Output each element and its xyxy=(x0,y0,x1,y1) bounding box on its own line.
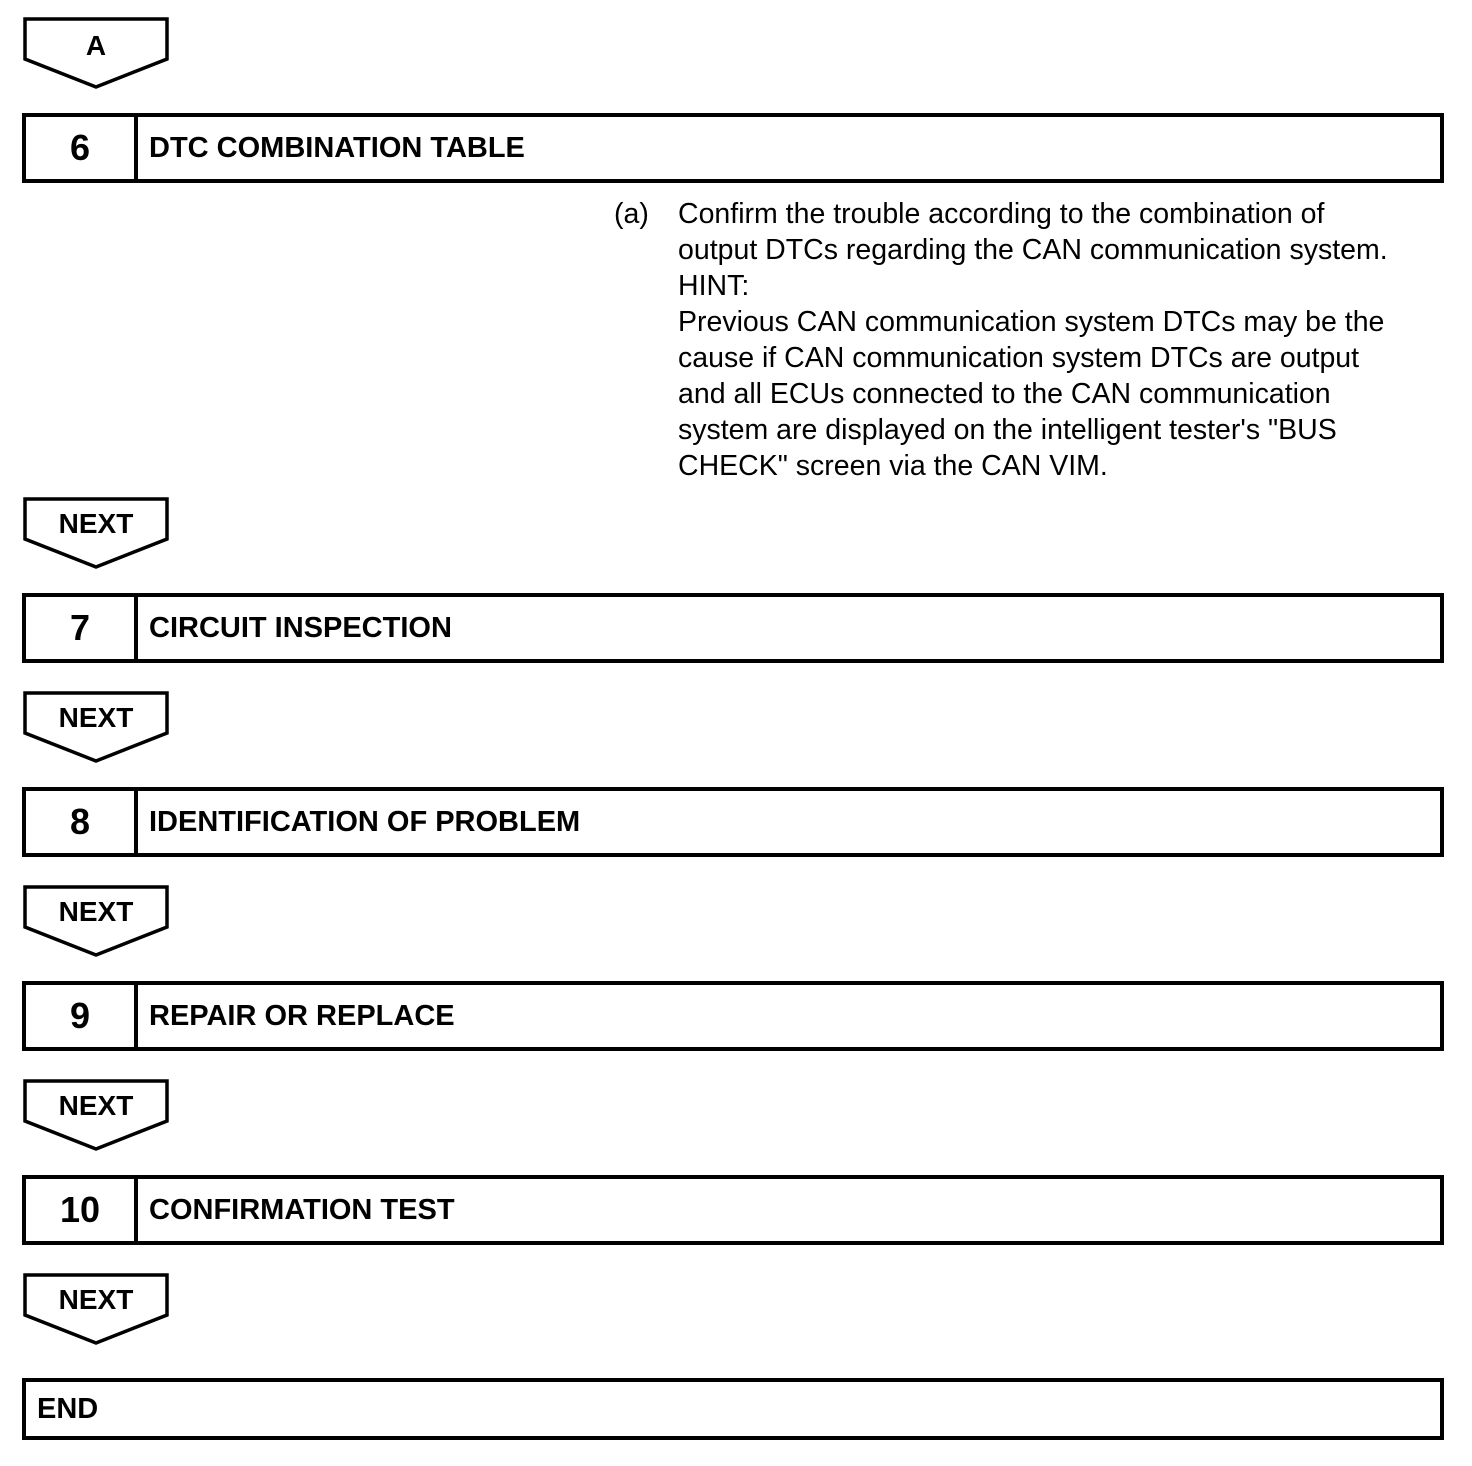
next-connector xyxy=(23,691,169,763)
note-line: HINT: xyxy=(678,270,750,302)
step-9-box xyxy=(22,981,1444,1051)
step-number: 9 xyxy=(26,985,138,1047)
next-connector xyxy=(23,1273,169,1345)
next-label: NEXT xyxy=(58,896,134,927)
end-box xyxy=(22,1378,1444,1440)
note-line: and all ECUs connected to the CAN communication xyxy=(678,378,1331,410)
step-title: CONFIRMATION TEST xyxy=(149,1193,455,1226)
note-marker: (a) xyxy=(614,198,649,230)
end-label: END xyxy=(37,1392,99,1425)
note-body xyxy=(678,196,1458,484)
next-connector xyxy=(23,885,169,957)
step-title: DTC COMBINATION TABLE xyxy=(149,131,525,164)
step-number: 8 xyxy=(26,791,138,853)
note-line: system are displayed on the intelligent tester's "BUS xyxy=(678,414,1337,446)
step-8-box xyxy=(22,787,1444,857)
step-title: CIRCUIT INSPECTION xyxy=(149,611,452,644)
next-connector xyxy=(23,1079,169,1151)
note-line: Previous CAN communication system DTCs may be the xyxy=(678,306,1385,338)
next-label: NEXT xyxy=(58,508,134,539)
next-label: NEXT xyxy=(58,1090,134,1121)
note-line: cause if CAN communication system DTCs are output xyxy=(678,342,1360,374)
step-title: REPAIR OR REPLACE xyxy=(149,999,455,1032)
step-number: 7 xyxy=(26,597,138,659)
step-10-box xyxy=(22,1175,1444,1245)
note-line: Confirm the trouble according to the combination of xyxy=(678,198,1325,230)
note-line: CHECK" screen via the CAN VIM. xyxy=(678,450,1108,482)
step-6-box xyxy=(22,113,1444,183)
next-connector xyxy=(23,497,169,569)
note-line: output DTCs regarding the CAN communication system. xyxy=(678,234,1388,266)
step-number: 6 xyxy=(26,117,138,179)
step-7-box xyxy=(22,593,1444,663)
connector-a xyxy=(23,17,169,89)
connector-label: A xyxy=(85,30,107,61)
next-label: NEXT xyxy=(58,1284,134,1315)
step-title: IDENTIFICATION OF PROBLEM xyxy=(149,805,581,838)
step-number: 10 xyxy=(26,1179,138,1241)
next-label: NEXT xyxy=(58,702,134,733)
